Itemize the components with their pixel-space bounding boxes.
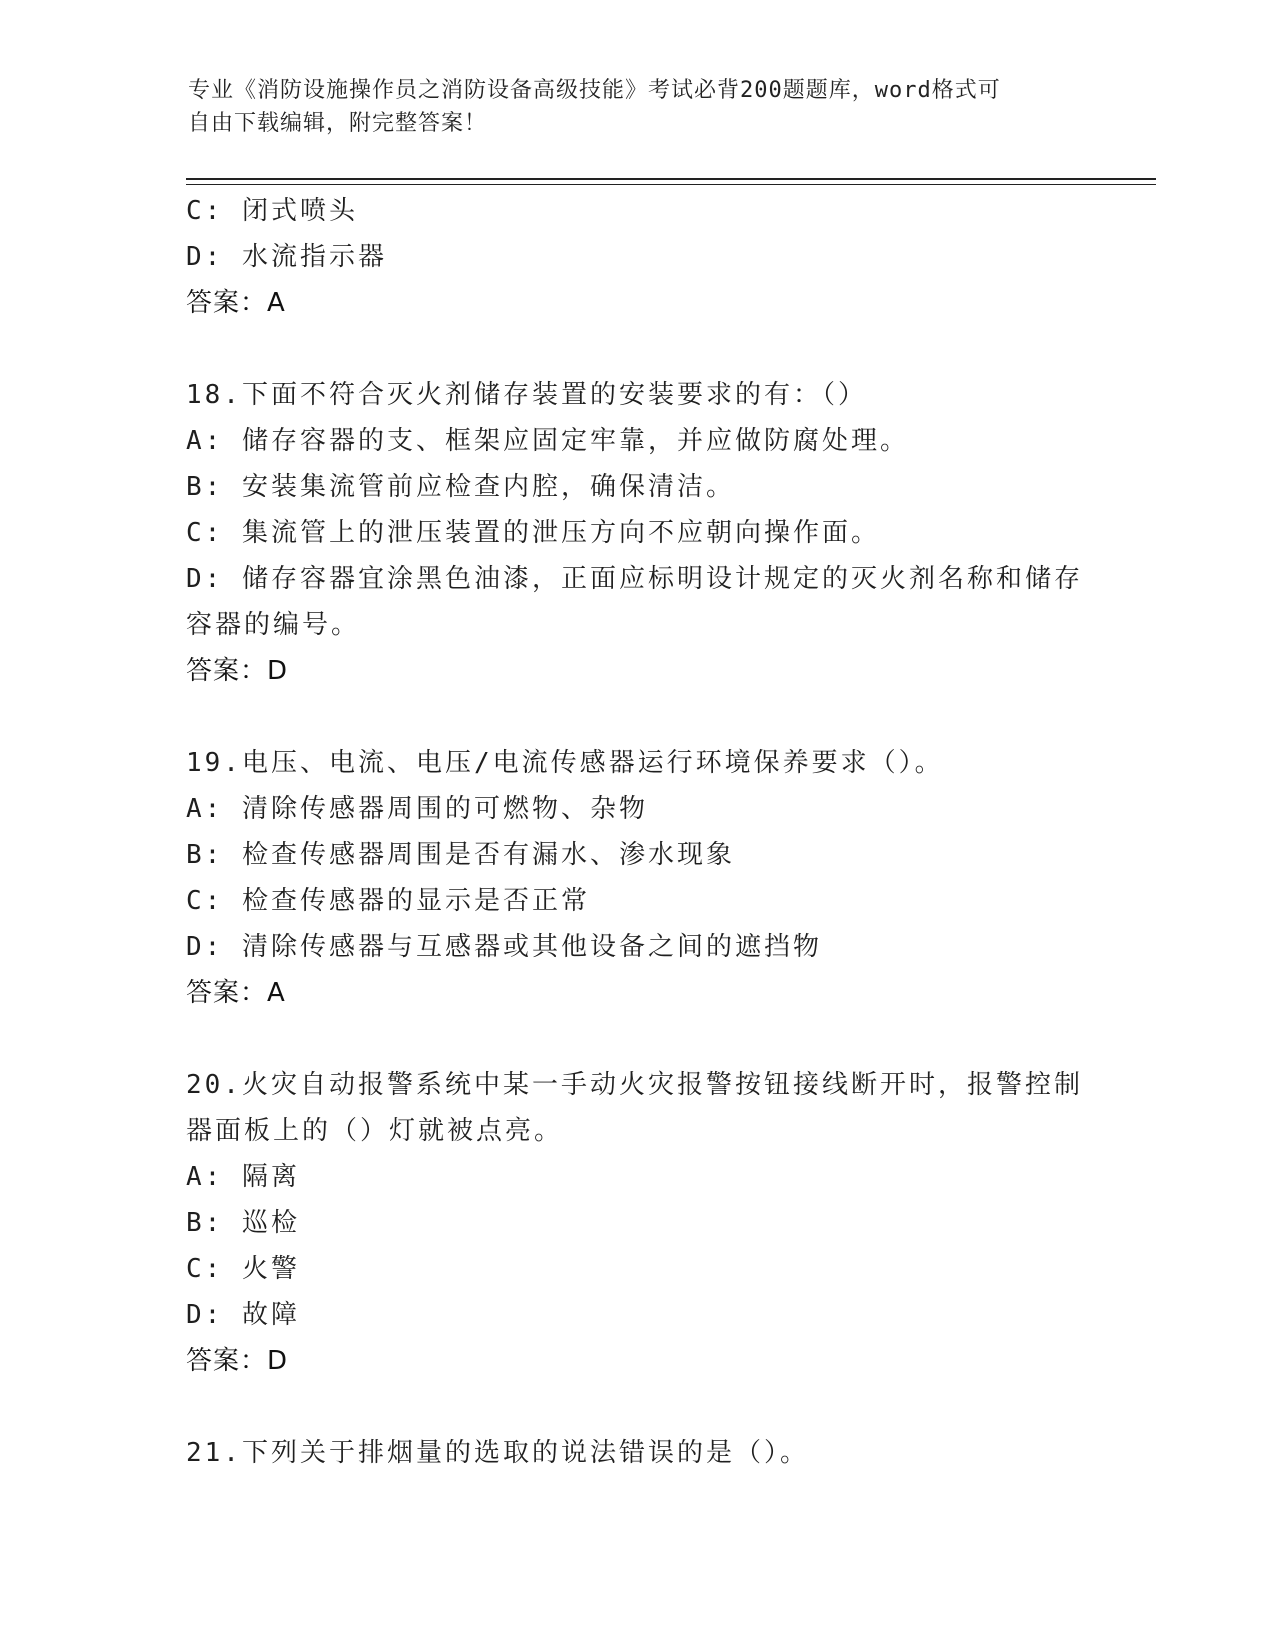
question-stem: 19.电压、电流、电压/电流传感器运行环境保养要求（）。	[186, 748, 944, 778]
option-d: D: 水流指示器	[186, 242, 387, 272]
answer-line: 答案：D	[186, 1346, 289, 1376]
question-stem: 20.火灾自动报警系统中某一手动火灾报警按钮接线断开时，报警控制	[186, 1070, 1083, 1100]
answer-line: 答案：A	[186, 978, 286, 1008]
option-a: A: 清除传感器周围的可燃物、杂物	[186, 794, 648, 824]
option-d: D: 故障	[186, 1300, 300, 1330]
option-d: D: 清除传感器与互感器或其他设备之间的遮挡物	[186, 932, 822, 962]
option-c: C: 检查传感器的显示是否正常	[186, 886, 590, 916]
option-a: A: 隔离	[186, 1162, 300, 1192]
spacer	[186, 1384, 1086, 1430]
page-header	[188, 74, 1088, 140]
option-b: B: 安装集流管前应检查内腔，确保清洁。	[186, 472, 735, 502]
header-line-2: 自由下载编辑，附完整答案！	[188, 111, 488, 136]
question-content	[186, 188, 1086, 1476]
header-rule-thick	[186, 178, 1156, 180]
option-c: C: 闭式喷头	[186, 196, 358, 226]
spacer	[186, 694, 1086, 740]
header-line-1: 专业《消防设施操作员之消防设备高级技能》考试必背200题题库，word格式可	[188, 78, 1001, 103]
option-d-continued: 容器的编号。	[186, 610, 361, 640]
option-b: B: 巡检	[186, 1208, 300, 1238]
option-c: C: 火警	[186, 1254, 300, 1284]
spacer	[186, 326, 1086, 372]
header-rule-thin	[186, 184, 1156, 185]
option-c: C: 集流管上的泄压装置的泄压方向不应朝向操作面。	[186, 518, 880, 548]
answer-line: 答案：A	[186, 288, 286, 318]
option-a: A: 储存容器的支、框架应固定牢靠，并应做防腐处理。	[186, 426, 909, 456]
spacer	[186, 1016, 1086, 1062]
answer-line: 答案：D	[186, 656, 289, 686]
option-d: D: 储存容器宜涂黑色油漆，正面应标明设计规定的灭火剂名称和储存	[186, 564, 1083, 594]
question-stem-continued: 器面板上的（）灯就被点亮。	[186, 1116, 564, 1146]
option-b: B: 检查传感器周围是否有漏水、渗水现象	[186, 840, 735, 870]
question-stem: 18.下面不符合灭火剂储存装置的安装要求的有：（）	[186, 380, 867, 410]
question-stem: 21.下列关于排烟量的选取的说法错误的是（）。	[186, 1438, 809, 1468]
